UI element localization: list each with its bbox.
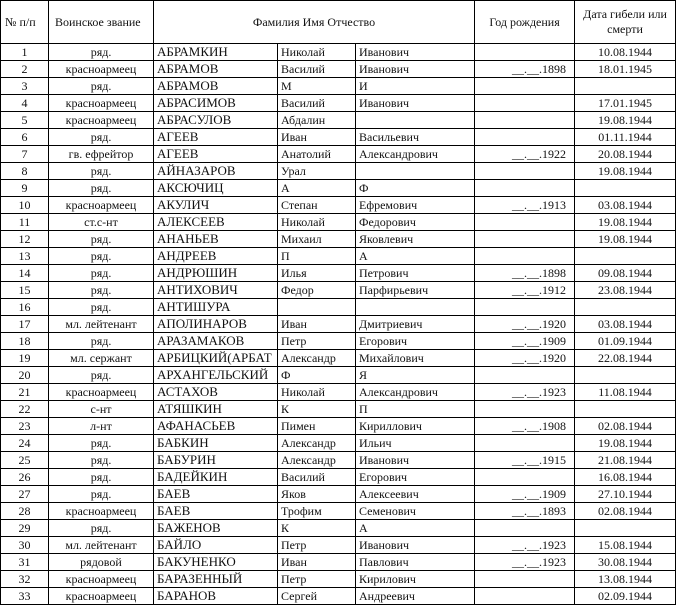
row-first-name: Петр [278,537,356,554]
row-first-name: Урал [278,163,356,180]
row-first-name: Василий [278,95,356,112]
row-birth-year: __.__.1898 [475,265,575,282]
row-first-name: М [278,78,356,95]
row-number: 20 [1,367,49,384]
row-rank: ряд. [49,78,154,95]
row-surname: АБРАСУЛОВ [154,112,278,129]
row-number: 8 [1,163,49,180]
row-surname: БАЕВ [154,486,278,503]
row-death-date: 10.08.1944 [575,44,676,61]
row-birth-year: __.__.1922 [475,146,575,163]
header-number: № п/п [1,1,49,44]
row-number: 16 [1,299,49,316]
row-number: 18 [1,333,49,350]
row-birth-year: __.__.1923 [475,384,575,401]
row-birth-year: __.__.1898 [475,61,575,78]
table-row [1,384,676,401]
row-number: 14 [1,265,49,282]
row-birth-year [475,112,575,129]
row-patronymic: Михайлович [356,350,475,367]
row-birth-year [475,588,575,605]
row-death-date: 18.01.1945 [575,61,676,78]
row-death-date: 19.08.1944 [575,214,676,231]
row-patronymic: Алексеевич [356,486,475,503]
row-surname: АКУЛИЧ [154,197,278,214]
row-number: 33 [1,588,49,605]
row-number: 32 [1,571,49,588]
row-number: 26 [1,469,49,486]
row-death-date: 11.08.1944 [575,384,676,401]
row-rank: ряд. [49,367,154,384]
row-birth-year: __.__.1923 [475,537,575,554]
row-number: 5 [1,112,49,129]
row-first-name: Анатолий [278,146,356,163]
row-first-name: Николай [278,44,356,61]
row-patronymic: Ф [356,180,475,197]
row-rank: ряд. [49,248,154,265]
table-row [1,571,676,588]
row-rank: ряд. [49,231,154,248]
row-number: 12 [1,231,49,248]
table-row [1,95,676,112]
row-rank: л-нт [49,418,154,435]
row-patronymic: Иванович [356,44,475,61]
row-death-date: 13.08.1944 [575,571,676,588]
row-patronymic: Кириллович [356,418,475,435]
row-surname: БАБКИН [154,435,278,452]
row-number: 22 [1,401,49,418]
row-patronymic: А [356,248,475,265]
row-first-name: К [278,520,356,537]
row-surname: АФАНАСЬЕВ [154,418,278,435]
row-number: 9 [1,180,49,197]
row-death-date: 01.09.1944 [575,333,676,350]
row-surname: АНДРЮШИН [154,265,278,282]
row-death-date: 03.08.1944 [575,197,676,214]
row-patronymic: Иванович [356,537,475,554]
row-death-date: 09.08.1944 [575,265,676,282]
row-first-name: Николай [278,384,356,401]
row-death-date [575,248,676,265]
row-first-name: Иван [278,316,356,333]
row-death-date [575,180,676,197]
row-first-name: Федор [278,282,356,299]
row-first-name: Иван [278,129,356,146]
row-number: 17 [1,316,49,333]
row-number: 19 [1,350,49,367]
row-first-name: Ф [278,367,356,384]
table-header [1,1,676,44]
row-birth-year: __.__.1909 [475,333,575,350]
row-surname: АНАНЬЕВ [154,231,278,248]
table-row [1,146,676,163]
row-birth-year: __.__.1908 [475,418,575,435]
row-birth-year [475,78,575,95]
table-row [1,418,676,435]
row-rank: красноармеец [49,571,154,588]
table-row [1,44,676,61]
row-birth-year [475,231,575,248]
row-first-name: Пимен [278,418,356,435]
row-rank: красноармеец [49,588,154,605]
row-death-date: 19.08.1944 [575,112,676,129]
row-surname: АНДРЕЕВ [154,248,278,265]
row-death-date [575,520,676,537]
row-rank: мл. лейтенант [49,537,154,554]
row-first-name: Илья [278,265,356,282]
row-rank: ряд. [49,435,154,452]
table-row [1,112,676,129]
row-patronymic: Петрович [356,265,475,282]
row-surname: АРАЗАМАКОВ [154,333,278,350]
row-surname: АЙНАЗАРОВ [154,163,278,180]
row-death-date: 16.08.1944 [575,469,676,486]
row-number: 24 [1,435,49,452]
row-surname: АГЕЕВ [154,129,278,146]
row-patronymic: Яковлевич [356,231,475,248]
row-rank: ст.с-нт [49,214,154,231]
row-death-date: 01.11.1944 [575,129,676,146]
row-patronymic: А [356,520,475,537]
row-patronymic: Павлович [356,554,475,571]
row-patronymic: Дмитриевич [356,316,475,333]
row-birth-year [475,571,575,588]
row-rank: с-нт [49,401,154,418]
row-death-date: 17.01.1945 [575,95,676,112]
row-patronymic [356,299,475,316]
row-birth-year: __.__.1909 [475,486,575,503]
table-row [1,588,676,605]
row-number: 25 [1,452,49,469]
row-surname: БАЙЛО [154,537,278,554]
table-row [1,265,676,282]
row-death-date [575,78,676,95]
header-death-date: Дата гибели или смерти [575,1,676,44]
row-rank: красноармеец [49,61,154,78]
row-surname: АПОЛИНАРОВ [154,316,278,333]
row-patronymic: Ефремович [356,197,475,214]
row-rank: гв. ефрейтор [49,146,154,163]
row-birth-year [475,367,575,384]
row-first-name: Абдалин [278,112,356,129]
row-rank: ряд. [49,333,154,350]
row-rank: ряд. [49,44,154,61]
row-death-date: 22.08.1944 [575,350,676,367]
table-body [1,44,676,605]
row-birth-year [475,214,575,231]
row-birth-year: __.__.1893 [475,503,575,520]
row-rank: ряд. [49,486,154,503]
row-patronymic: Семенович [356,503,475,520]
row-death-date: 02.08.1944 [575,503,676,520]
row-death-date: 03.08.1944 [575,316,676,333]
row-birth-year [475,163,575,180]
row-number: 1 [1,44,49,61]
row-surname: АТЯШКИН [154,401,278,418]
row-death-date [575,367,676,384]
row-birth-year [475,299,575,316]
row-first-name: Петр [278,571,356,588]
table-row [1,469,676,486]
row-birth-year: __.__.1912 [475,282,575,299]
row-death-date: 21.08.1944 [575,452,676,469]
row-patronymic: Иванович [356,95,475,112]
row-patronymic: Иванович [356,452,475,469]
table-row [1,537,676,554]
row-rank: красноармеец [49,112,154,129]
row-surname: АНТИШУРА [154,299,278,316]
row-number: 28 [1,503,49,520]
header-row [1,1,676,44]
row-number: 31 [1,554,49,571]
row-first-name: Александр [278,350,356,367]
row-surname: БАБУРИН [154,452,278,469]
row-surname: АБРАМОВ [154,61,278,78]
row-first-name: Иван [278,554,356,571]
table-row [1,61,676,78]
row-death-date: 23.08.1944 [575,282,676,299]
row-rank: ряд. [49,520,154,537]
table-row [1,486,676,503]
row-surname: АСТАХОВ [154,384,278,401]
row-patronymic: Александрович [356,384,475,401]
table-row [1,129,676,146]
header-full-name: Фамилия Имя Отчество [154,1,475,44]
row-surname: БАЕВ [154,503,278,520]
row-patronymic: Егорович [356,333,475,350]
row-surname: АКСЮЧИЦ [154,180,278,197]
row-surname: АБРАМОВ [154,78,278,95]
header-rank: Воинское звание [49,1,154,44]
row-first-name: Александр [278,452,356,469]
header-birth-year: Год рождения [475,1,575,44]
row-surname: БАЖЕНОВ [154,520,278,537]
row-rank: красноармеец [49,384,154,401]
row-birth-year: __.__.1915 [475,452,575,469]
table-row [1,435,676,452]
row-rank: ряд. [49,129,154,146]
row-patronymic: Федорович [356,214,475,231]
row-rank: мл. сержант [49,350,154,367]
table-row [1,520,676,537]
row-rank: мл. лейтенант [49,316,154,333]
row-first-name: П [278,248,356,265]
row-number: 30 [1,537,49,554]
row-patronymic: И [356,78,475,95]
table-row [1,214,676,231]
row-surname: АБРАМКИН [154,44,278,61]
row-first-name: Сергей [278,588,356,605]
row-first-name [278,299,356,316]
row-surname: АНТИХОВИЧ [154,282,278,299]
row-patronymic [356,163,475,180]
row-birth-year: __.__.1920 [475,350,575,367]
table-row [1,316,676,333]
row-surname: АРХАНГЕЛЬСКИЙ [154,367,278,384]
row-patronymic: Кирилович [356,571,475,588]
row-rank: ряд. [49,452,154,469]
row-first-name: Михаил [278,231,356,248]
row-birth-year [475,469,575,486]
row-birth-year [475,180,575,197]
row-number: 21 [1,384,49,401]
row-first-name: Петр [278,333,356,350]
row-number: 27 [1,486,49,503]
row-death-date: 19.08.1944 [575,435,676,452]
row-birth-year [475,435,575,452]
row-death-date: 02.08.1944 [575,418,676,435]
row-number: 13 [1,248,49,265]
row-death-date [575,401,676,418]
row-first-name: А [278,180,356,197]
row-number: 10 [1,197,49,214]
table-row [1,367,676,384]
row-rank: красноармеец [49,503,154,520]
row-birth-year: __.__.1923 [475,554,575,571]
table-row [1,197,676,214]
row-birth-year [475,520,575,537]
table-row [1,350,676,367]
row-death-date: 30.08.1944 [575,554,676,571]
row-rank: ряд. [49,265,154,282]
row-surname: БАРАНОВ [154,588,278,605]
row-patronymic: Я [356,367,475,384]
row-death-date [575,299,676,316]
row-rank: рядовой [49,554,154,571]
row-surname: АБРАСИМОВ [154,95,278,112]
row-surname: АРБИЦКИЙ(АРБАТ [154,350,278,367]
table-row [1,163,676,180]
row-death-date: 20.08.1944 [575,146,676,163]
row-birth-year [475,44,575,61]
row-rank: ряд. [49,180,154,197]
row-patronymic [356,112,475,129]
table-row [1,554,676,571]
row-surname: АГЕЕВ [154,146,278,163]
row-birth-year: __.__.1920 [475,316,575,333]
row-rank: ряд. [49,282,154,299]
row-number: 7 [1,146,49,163]
row-birth-year [475,248,575,265]
row-patronymic: Васильевич [356,129,475,146]
row-number: 4 [1,95,49,112]
row-death-date: 19.08.1944 [575,231,676,248]
row-surname: АЛЕКСЕЕВ [154,214,278,231]
row-number: 6 [1,129,49,146]
row-birth-year [475,401,575,418]
row-first-name: Василий [278,469,356,486]
row-patronymic: Иванович [356,61,475,78]
row-number: 2 [1,61,49,78]
row-birth-year [475,129,575,146]
row-number: 11 [1,214,49,231]
row-patronymic: Ильич [356,435,475,452]
row-surname: БАДЕЙКИН [154,469,278,486]
row-first-name: Александр [278,435,356,452]
row-death-date: 19.08.1944 [575,163,676,180]
row-death-date: 27.10.1944 [575,486,676,503]
row-patronymic: П [356,401,475,418]
row-rank: красноармеец [49,197,154,214]
row-birth-year [475,95,575,112]
row-rank: красноармеец [49,95,154,112]
row-number: 29 [1,520,49,537]
table-row [1,282,676,299]
table-row [1,248,676,265]
row-patronymic: Андреевич [356,588,475,605]
row-patronymic: Александрович [356,146,475,163]
row-first-name: Яков [278,486,356,503]
row-first-name: К [278,401,356,418]
row-first-name: Трофим [278,503,356,520]
table-row [1,180,676,197]
table-row [1,231,676,248]
row-rank: ряд. [49,469,154,486]
row-patronymic: Егорович [356,469,475,486]
row-first-name: Степан [278,197,356,214]
table-row [1,333,676,350]
row-patronymic: Парфирьевич [356,282,475,299]
table-row [1,299,676,316]
table-row [1,503,676,520]
row-number: 3 [1,78,49,95]
row-death-date: 15.08.1944 [575,537,676,554]
table-row [1,452,676,469]
row-first-name: Василий [278,61,356,78]
row-number: 15 [1,282,49,299]
row-rank: ряд. [49,163,154,180]
row-surname: БАРАЗЕННЫЙ [154,571,278,588]
table-row [1,401,676,418]
row-death-date: 02.09.1944 [575,588,676,605]
row-number: 23 [1,418,49,435]
row-surname: БАКУНЕНКО [154,554,278,571]
row-first-name: Николай [278,214,356,231]
table-row [1,78,676,95]
row-rank: ряд. [49,299,154,316]
row-birth-year: __.__.1913 [475,197,575,214]
